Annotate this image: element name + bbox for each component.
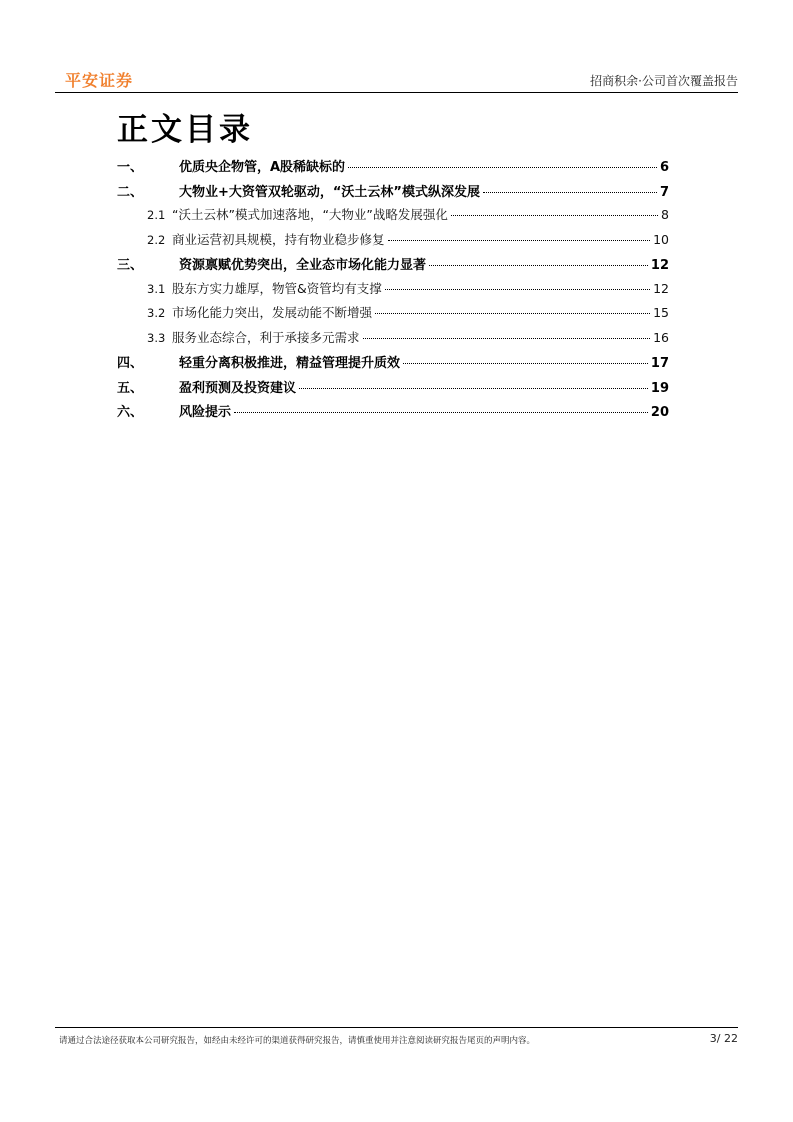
toc-entry-label: 商业运营初具规模，持有物业稳步修复 xyxy=(172,231,385,247)
toc-subentry[interactable] xyxy=(117,230,669,255)
toc-entry-number: 3.2 xyxy=(147,306,166,320)
toc-entry-page: 12 xyxy=(653,280,669,296)
toc-leader-dots xyxy=(451,215,658,216)
toc-entry[interactable] xyxy=(117,401,669,426)
toc-entry-page: 20 xyxy=(650,405,669,420)
footer-disclaimer: 请通过合法途径获取本公司研究报告，如经由未经许可的渠道获得研究报告，请慎重使用并注意阅读研究报告尾页的声明内容。 xyxy=(59,1036,536,1046)
toc-entry-number: 二、 xyxy=(117,184,144,200)
toc-entry[interactable] xyxy=(117,156,669,181)
page-footer xyxy=(55,1027,738,1046)
toc-entry-page: 7 xyxy=(659,184,669,200)
toc-entry-number: 2.2 xyxy=(147,232,166,247)
toc-entry-number: 五、 xyxy=(117,380,144,396)
toc-entry-page: 15 xyxy=(653,305,669,320)
brand-logo: 平安证券 xyxy=(65,71,134,90)
toc-entry-page: 17 xyxy=(650,356,669,371)
toc-leader-dots xyxy=(403,363,648,364)
toc-leader-dots xyxy=(299,388,648,389)
toc-entry-label: 轻重分离积极推进，精益管理提升质效 xyxy=(179,356,401,371)
toc-entry-label: 大物业+大资管双轮驱动，“沃土云林”模式纵深发展 xyxy=(179,184,480,200)
toc-subentry[interactable] xyxy=(117,205,669,230)
toc-entry-label: “沃土云林”模式加速落地，“大物业”战略发展强化 xyxy=(172,207,448,222)
toc-entry-page: 8 xyxy=(661,207,669,222)
toc-entry-page: 19 xyxy=(650,380,669,396)
toc-entry[interactable] xyxy=(117,254,669,279)
toc-entry-number: 四、 xyxy=(117,356,144,371)
toc-entry-number: 三、 xyxy=(117,258,144,273)
toc-entry-label: 盈利预测及投资建议 xyxy=(179,380,297,396)
toc-entry-label: 股东方实力雄厚，物管&资管均有支撑 xyxy=(172,280,382,296)
toc-entry-page: 16 xyxy=(653,329,669,345)
table-of-contents xyxy=(117,156,669,426)
toc-heading: 正文目录 xyxy=(117,112,253,148)
toc-entry[interactable] xyxy=(117,352,669,377)
toc-entry-label: 优质央企物管，A股稀缺标的 xyxy=(179,160,346,175)
toc-entry-number: 六、 xyxy=(117,405,144,420)
toc-leader-dots xyxy=(429,265,648,266)
toc-entry-number: 3.3 xyxy=(147,330,166,345)
report-title: 招商积余·公司首次覆盖报告 xyxy=(590,74,738,88)
toc-leader-dots xyxy=(385,289,650,290)
toc-subentry[interactable] xyxy=(117,328,669,353)
toc-entry[interactable] xyxy=(117,181,669,206)
toc-leader-dots xyxy=(483,192,657,193)
toc-entry-number: 3.1 xyxy=(147,281,166,296)
toc-entry-number: 一、 xyxy=(117,160,144,175)
toc-entry-label: 风险提示 xyxy=(179,405,232,420)
toc-subentry[interactable] xyxy=(117,303,669,328)
toc-leader-dots xyxy=(234,412,648,413)
toc-entry-number: 2.1 xyxy=(147,208,166,222)
toc-leader-dots xyxy=(348,167,657,168)
toc-entry-page: 6 xyxy=(659,160,669,175)
toc-entry-label: 服务业态综合，利于承接多元需求 xyxy=(172,329,360,345)
toc-leader-dots xyxy=(388,240,651,241)
toc-leader-dots xyxy=(375,313,650,314)
toc-entry-label: 资源禀赋优势突出，全业态市场化能力显著 xyxy=(179,258,427,273)
toc-entry-label: 市场化能力突出，发展动能不断增强 xyxy=(172,305,373,320)
toc-entry[interactable] xyxy=(117,377,669,402)
toc-entry-page: 12 xyxy=(650,258,669,273)
toc-subentry[interactable] xyxy=(117,279,669,304)
toc-leader-dots xyxy=(363,338,651,339)
toc-entry-page: 10 xyxy=(653,231,669,247)
page-header xyxy=(55,66,738,93)
page-number: 3/ 22 xyxy=(709,1032,738,1045)
